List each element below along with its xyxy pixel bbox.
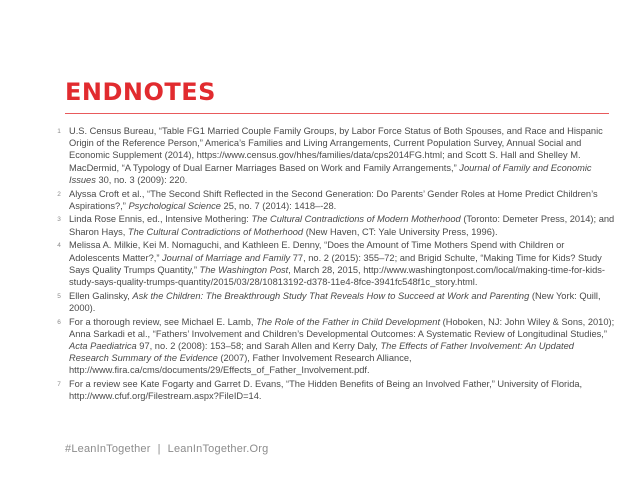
endnote-item	[55, 213, 615, 237]
endnote-segment: Melissa A. Milkie, Kei M. Nomaguchi, and Kathleen E. Denny, “Does the Amount of Time Mothers Spend with Children or Adolescents Matter?,”	[69, 240, 565, 263]
footer-separator: |	[157, 443, 161, 455]
endnote-segment: (Hoboken, NJ: John Wiley & Sons, 2010); Anna Sarkadi et al., “Fathers’ Involvement and Children’s Developmental Outcomes: A Systematic Review of Longitudinal Studies,”	[69, 316, 615, 339]
endnote-text	[69, 240, 605, 287]
endnote-italic-title: Psychological Science	[128, 200, 221, 211]
endnote-number: 5	[57, 292, 61, 300]
endnote-segment: Alyssa Croft et al., “The Second Shift Reflected in the Second Generation: Do Parents’ Gender Roles at Home Predict Children’s Aspirations?,”	[69, 188, 598, 211]
page-title: ENDNOTES	[65, 78, 216, 106]
endnote-italic-title: The Washington Post	[199, 264, 289, 275]
endnote-segment: U.S. Census Bureau, “Table FG1 Married Couple Family Groups, by Labor Force Status of Both Spouses, and Race and Hispanic Origin of the Reference Person,” America’s Families and Living Arrangements, Current Population Survey, Annual Social and Economic Supplement (2014), https://www.census.gov/hhes/families/data/cps2014FG.html; and Scott S. Hall and Shelley M. MacDermid, “A Typology of Dual Earner Marriages Based on Work and Family Arrangements,”	[69, 126, 603, 173]
endnote-italic-title: The Role of the Father in Child Development	[256, 316, 441, 327]
endnote-italic-title: Ask the Children: The Breakthrough Study That Reveals How to Succeed at Work and Parenting	[132, 290, 530, 301]
endnote-number: 2	[57, 190, 61, 198]
endnote-segment: (New Haven, CT: Yale University Press, 1996).	[303, 226, 498, 237]
endnote-text	[69, 379, 582, 401]
endnote-text	[69, 126, 603, 185]
footer-hashtag: #LeanInTogether	[65, 443, 151, 455]
endnote-item	[55, 188, 615, 212]
endnote-segment: For a thorough review, see Michael E. Lamb,	[69, 316, 257, 327]
footer-site: LeanInTogether.Org	[167, 443, 269, 455]
endnote-number: 6	[57, 318, 61, 326]
endnote-text	[69, 291, 601, 313]
endnote-italic-title: The Cultural Contradictions of Motherhood	[127, 226, 304, 237]
endnote-text	[69, 214, 614, 236]
endnote-segment: (New York: Quill, 2000).	[69, 290, 601, 313]
endnote-item	[55, 316, 615, 377]
endnote-segment: 25, no. 7 (2014): 1418–-28.	[220, 200, 337, 211]
endnote-text	[69, 317, 614, 376]
endnote-number: 7	[57, 381, 61, 389]
endnote-segment: For a review see Kate Fogarty and Garret D. Evans, “The Hidden Benefits of Being an Involved Father,” University of Florida, http://www.cfuf.org/Filestream.aspx?FileID=14.	[69, 379, 583, 402]
endnote-italic-title: Journal of Marriage and Family	[162, 252, 291, 263]
endnote-number: 1	[57, 128, 61, 135]
endnote-item	[55, 239, 615, 288]
endnote-segment: (Toronto: Demeter Press, 2014); and Sharon Hays,	[69, 214, 615, 237]
endnote-segment: 30, no. 3 (2009): 220.	[95, 174, 188, 185]
endnote-segment: Linda Rose Ennis, ed., Intensive Mothering:	[69, 214, 252, 225]
endnote-item	[55, 378, 615, 402]
endnote-item	[55, 290, 615, 314]
endnote-segment: 77, no. 2 (2015): 355–72; and Brigid Schulte, “Making Time for Kids? Study Says Quality Trumps Quantity,”	[69, 252, 602, 275]
endnote-italic-title: Journal of Family and Economic Issues	[69, 162, 592, 185]
endnote-segment: Ellen Galinsky,	[69, 290, 133, 301]
endnote-segment: , March 28, 2015, http://www.washingtonpost.com/local/making-time-for-kids-study-says-quality-trumps-quantity/2015/03/28/10813192-d378-11e4-8fce-3941fc548f1c_story.html.	[69, 264, 606, 287]
endnote-italic-title: Acta Paediatrica	[69, 340, 137, 351]
title-divider	[65, 113, 609, 114]
endnotes-list	[55, 125, 615, 404]
endnote-italic-title: The Effects of Father Involvement: An Updated Research Summary of the Evidence	[69, 340, 574, 364]
endnote-number: 3	[57, 216, 61, 224]
endnote-segment: (2007), Father Involvement Research Alliance, http://www.fira.ca/cms/documents/29/Effects_of_Father_Involvement.pdf.	[69, 353, 412, 376]
endnote-number: 4	[57, 242, 61, 250]
footer	[65, 443, 268, 455]
endnote-text	[69, 189, 598, 211]
endnote-italic-title: The Cultural Contradictions of Modern Motherhood	[251, 214, 461, 225]
endnote-item	[55, 125, 615, 186]
endnote-segment: 97, no. 2 (2008): 153–58; and Sarah Allen and Kerry Daly,	[136, 340, 381, 351]
